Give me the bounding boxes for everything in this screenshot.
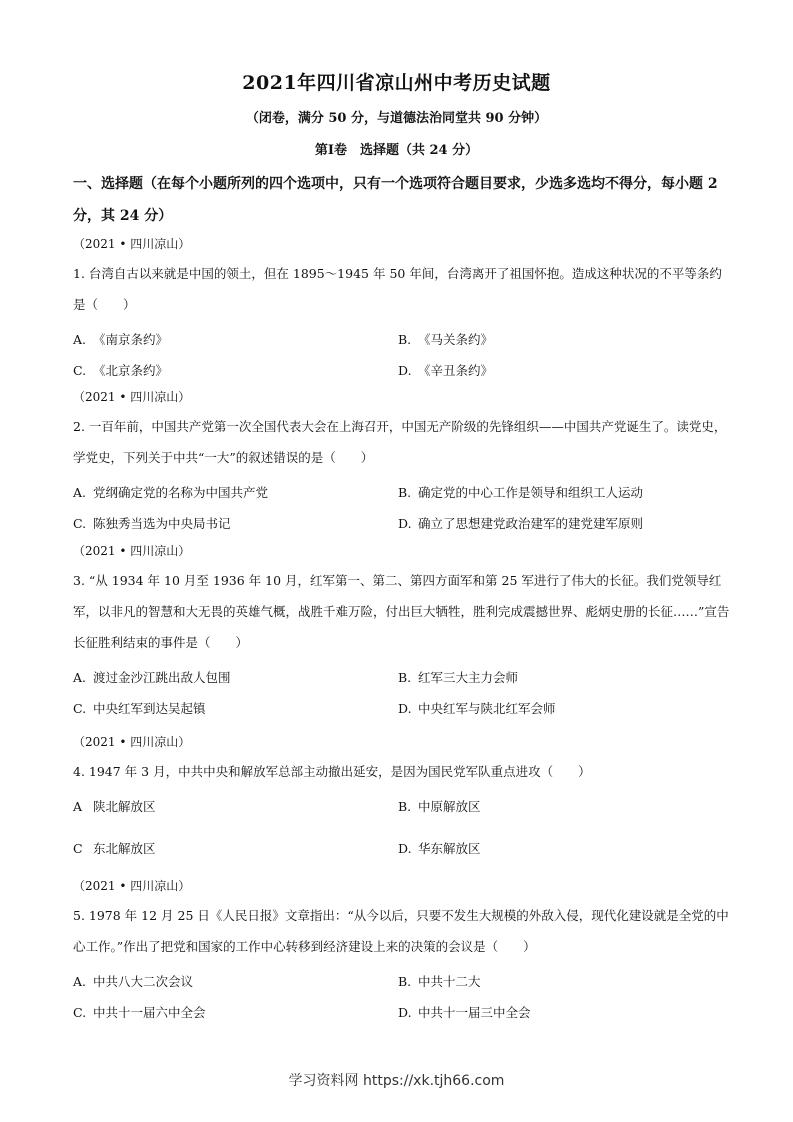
- option-text: 《马关条约》: [418, 332, 494, 347]
- question-source: （2021 • 四川凉山）: [73, 237, 191, 251]
- option-letter: A: [73, 799, 83, 814]
- option-letter: C.: [73, 363, 87, 378]
- option-letter: C.: [73, 1005, 87, 1020]
- option-letter: D.: [398, 701, 412, 716]
- option-text: 《南京条约》: [93, 332, 169, 347]
- option-c: [73, 833, 398, 875]
- option-b: [398, 662, 723, 693]
- option-text: 确定党的中心工作是领导和组织工人运动: [418, 485, 644, 500]
- question-stem: 5. 1978 年 12 月 25 日《人民日报》文章指出：“从今以后，只要不发生大规模的外敌入侵，现代化建设就是全党的中心工作。”作出了把党和国家的工作中心转移到经济建设上来的决策的会议是（ ）: [73, 908, 729, 954]
- option-letter: C.: [73, 516, 87, 531]
- question-stem: 1. 台湾自古以来就是中国的领土，但在 1895～1945 年 50 年间，台湾离开了祖国怀抱。造成这种状况的不平等条约是（ ）: [73, 266, 722, 312]
- question-5: [73, 876, 733, 1028]
- option-b: [398, 477, 723, 508]
- option-text: 中共十一届六中全会: [93, 1005, 206, 1020]
- option-text: 中原解放区: [418, 799, 481, 814]
- option-letter: B.: [398, 670, 412, 685]
- exam-subtitle: （闭卷，满分 50 分，与道德法治同堂共 90 分钟）: [245, 111, 548, 126]
- option-text: 中央红军到达吴起镇: [93, 701, 206, 716]
- option-letter: A.: [73, 974, 87, 989]
- option-letter: B.: [398, 485, 412, 500]
- question-4: [73, 732, 733, 875]
- options-grid: [73, 662, 733, 724]
- option-d: [398, 355, 723, 386]
- option-c: [73, 508, 398, 539]
- option-c: [73, 693, 398, 724]
- option-letter: C: [73, 841, 83, 856]
- options-grid: [73, 324, 733, 386]
- option-letter: D.: [398, 516, 412, 531]
- option-d: [398, 997, 723, 1028]
- footer-watermark: 学习资料网 https://xk.tjh66.com: [288, 1073, 505, 1089]
- option-text: 中共十二大: [418, 974, 481, 989]
- option-c: [73, 997, 398, 1028]
- option-letter: D.: [398, 363, 412, 378]
- option-text: 陈独秀当选为中央局书记: [93, 516, 231, 531]
- option-text: 《北京条约》: [93, 363, 169, 378]
- option-d: [398, 693, 723, 724]
- question-source: （2021 • 四川凉山）: [73, 544, 191, 558]
- question-1: [73, 234, 733, 386]
- options-grid: [73, 477, 733, 539]
- option-a: [73, 477, 398, 508]
- option-text: 确立了思想建党政治建军的建党建军原则: [418, 516, 644, 531]
- option-d: [398, 508, 723, 539]
- option-text: 中共十一届三中全会: [418, 1005, 531, 1020]
- option-a: [73, 791, 398, 833]
- option-letter: A.: [73, 670, 87, 685]
- option-letter: B.: [398, 799, 412, 814]
- option-d: [398, 833, 723, 875]
- page-title: 2021年四川省凉山州中考历史试题: [242, 72, 551, 94]
- option-text: 华东解放区: [418, 841, 481, 856]
- options-grid: [73, 791, 733, 875]
- option-text: 《辛丑条约》: [418, 363, 494, 378]
- option-a: [73, 662, 398, 693]
- option-c: [73, 355, 398, 386]
- option-letter: B.: [398, 332, 412, 347]
- section-heading: 一、选择题（在每个小题所列的四个选项中，只有一个选项符合题目要求，少选多选均不得分，每小题 2 分，其 24 分）: [73, 176, 718, 224]
- option-b: [398, 791, 723, 833]
- option-text: 陕北解放区: [93, 799, 156, 814]
- question-stem: 2. 一百年前，中国共产党第一次全国代表大会在上海召开，中国无产阶级的先锋组织——中国共产党诞生了。读党史，学党史，下列关于中共“一大”的叙述错误的是（ ）: [73, 419, 727, 465]
- option-a: [73, 324, 398, 355]
- question-stem: 3. “从 1934 年 10 月至 1936 年 10 月，红军第一、第二、第四方面军和第 25 军进行了伟大的长征。我们党领导红军，以非凡的智慧和大无畏的英雄气概，战胜千难万险，付出巨大牺牲，胜利完成震撼世界、彪炳史册的长征……”宣告长征胜利结束的事件是（ ）: [73, 573, 730, 650]
- question-3: [73, 541, 733, 724]
- option-letter: D.: [398, 1005, 412, 1020]
- part-heading: 第Ⅰ卷 选择题（共 24 分）: [314, 143, 479, 158]
- option-letter: D.: [398, 841, 412, 856]
- option-text: 红军三大主力会师: [418, 670, 519, 685]
- option-text: 东北解放区: [93, 841, 156, 856]
- option-letter: A.: [73, 485, 87, 500]
- option-letter: B.: [398, 974, 412, 989]
- option-text: 党纲确定党的名称为中国共产党: [93, 485, 269, 500]
- question-2: [73, 387, 733, 539]
- question-source: （2021 • 四川凉山）: [73, 879, 191, 893]
- option-text: 中共八大二次会议: [93, 974, 194, 989]
- option-text: 中央红军与陕北红军会师: [418, 701, 556, 716]
- question-source: （2021 • 四川凉山）: [73, 390, 191, 404]
- option-text: 渡过金沙江跳出敌人包围: [93, 670, 231, 685]
- option-letter: A.: [73, 332, 87, 347]
- options-grid: [73, 966, 733, 1028]
- option-b: [398, 324, 723, 355]
- question-source: （2021 • 四川凉山）: [73, 735, 191, 749]
- option-a: [73, 966, 398, 997]
- question-stem: 4. 1947 年 3 月，中共中央和解放军总部主动撤出延安，是因为国民党军队重点进攻（ ）: [73, 764, 591, 779]
- option-b: [398, 966, 723, 997]
- option-letter: C.: [73, 701, 87, 716]
